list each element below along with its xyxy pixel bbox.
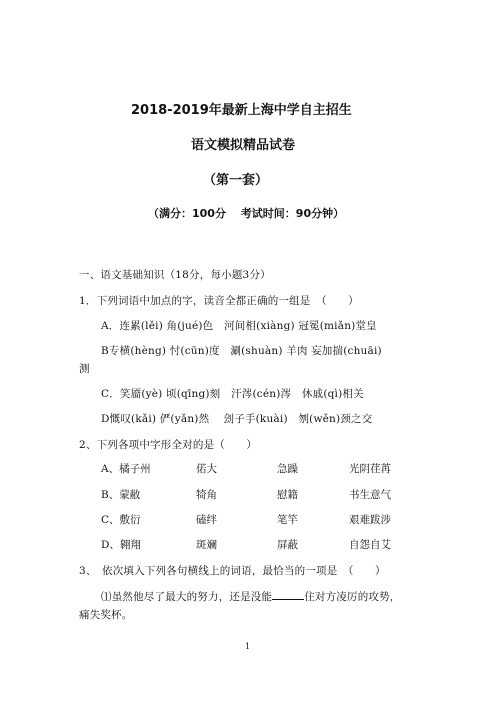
q2-b-word-2: 犄角 — [196, 489, 217, 501]
q2-d-word-1: D、翱翔 — [101, 539, 141, 551]
q2-a-word-3: 急躁 — [277, 463, 298, 475]
fill-in-blank — [272, 589, 304, 600]
q2-d-word-4: 自怨自艾 — [349, 539, 391, 551]
q2-d-word-2: 斑斓 — [196, 539, 217, 551]
q2-c-word-1: C、敷衍 — [101, 514, 141, 526]
q2-b-word-4: 书生意气 — [349, 489, 391, 501]
q3-item1-text-before: ⑴虽然他尽了最大的努力，还是没能 — [101, 591, 273, 603]
q2-d-word-3: 屏蔽 — [277, 539, 298, 551]
q2-a-word-1: A、橘子州 — [101, 463, 151, 475]
section-heading: 一、语文基础知识（18分，每小题3分） — [79, 269, 271, 281]
question-3-stem: 3、 依次填入下列各句横线上的词语，最恰当的一项是 （ ） — [79, 565, 386, 577]
page-number: 1 — [245, 642, 251, 651]
exam-subtitle: 语文模拟精品试卷 — [191, 138, 296, 153]
q2-c-word-4: 艰难跋涉 — [349, 514, 391, 526]
q2-a-word-4: 光阴荏苒 — [349, 463, 391, 475]
q2-c-word-3: 笔竿 — [277, 514, 298, 526]
question-1-option-b: B专横(hèng) 忖(cūn)度 涮(shuàn) 羊肉 妄加揣(chuāi) — [101, 345, 382, 357]
question-1-option-a: A．连累(lěi) 角(jué)色 河间相(xiàng) 冠冕(miǎn)堂皇 — [101, 320, 377, 332]
question-3-item-1 — [101, 589, 401, 604]
q2-a-word-2: 偌大 — [196, 463, 217, 475]
q2-c-word-2: 磕绊 — [196, 514, 217, 526]
score-time-info: （满分：100分 考试时间：90分钟） — [148, 207, 345, 220]
question-1-stem: 1．下列词语中加点的字，读音全都正确的一组是 （ ） — [79, 295, 359, 307]
question-1-option-d: D慨叹(kǎi) 俨(yǎn)然 刽子手(kuài) 刎(wěn)颈之交 — [101, 413, 373, 425]
question-2-stem: 2、下列各项中字形全对的是（ ） — [79, 439, 258, 451]
q3-item1-text-after: 住对方凌厉的攻势， — [304, 591, 401, 603]
question-1-option-b-wrap: 测 — [79, 363, 90, 375]
question-3-item-1-wrap: 痛失奖杯。 — [79, 609, 133, 621]
question-1-option-c: C．笑靥(yè) 顷(qīng)刻 汗涔(cén)涔 休戚(qì)相关 — [101, 388, 364, 400]
exam-title: 2018-2019年最新上海中学自主招生 — [131, 103, 352, 118]
q2-b-word-1: B、蒙敝 — [101, 489, 141, 501]
exam-set-label: （第一套） — [203, 173, 269, 188]
q2-b-word-3: 慰籍 — [277, 489, 298, 501]
